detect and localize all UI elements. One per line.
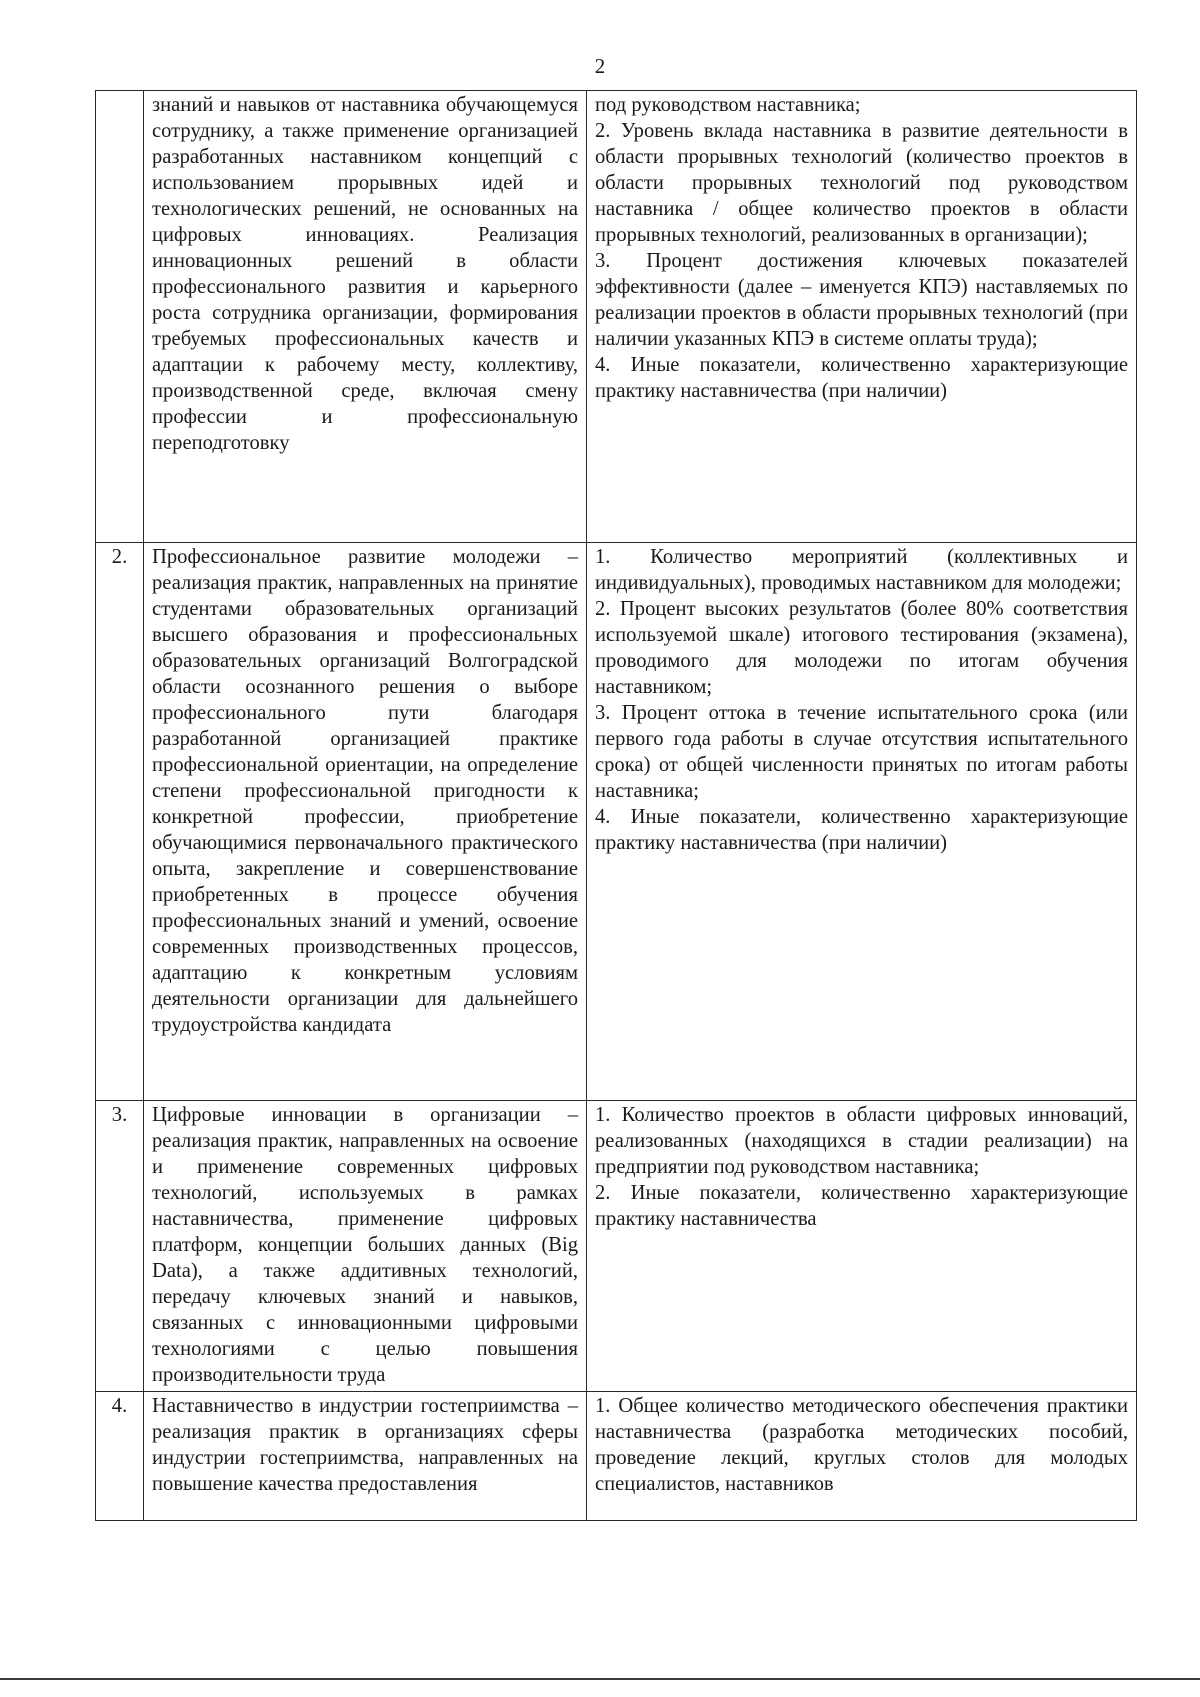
row-number: 3. xyxy=(96,1101,144,1392)
practice-indicators xyxy=(587,91,1137,543)
indicator-item: 3. Процент оттока в течение испытательного срока (или первого года работы в случае отсутствия испытательного срока) от общей численности принятых по итогам работы наставника; xyxy=(595,702,1128,802)
indicator-item: 3. Процент достижения ключевых показателей эффективности (далее – именуется КПЭ) наставляемых по реализации проектов в области прорывных технологий (при наличии указанных КПЭ в системе оплаты труда); xyxy=(595,250,1128,350)
indicator-item: 2. Иные показатели, количественно характеризующие практику наставничества xyxy=(595,1182,1128,1230)
indicator-item: 2. Процент высоких результатов (более 80% соответствия используемой шкале) итогового тестирования (экзамена), проводимого для молодежи по итогам обучения наставником; xyxy=(595,598,1128,698)
table-row xyxy=(96,1101,1137,1392)
indicator-item: 2. Уровень вклада наставника в развитие деятельности в области прорывных технологий (количество проектов в области прорывных технологий под руководством наставника / общее количество проектов в области прорывных технологий, реализованных в организации); xyxy=(595,120,1128,246)
practice-description: Цифровые инновации в организации – реализация практик, направленных на освоение и применение современных цифровых технологий, используемых в рамках наставничества, применение цифровых платформ, концепции больших данных (Big Data), а также аддитивных технологий, передачу ключевых знаний и навыков, связанных с инновационными цифровыми технологиями с целью повышения производительности труда xyxy=(144,1101,587,1392)
table-row xyxy=(96,543,1137,1101)
indicator-item: 4. Иные показатели, количественно характеризующие практику наставничества (при наличии) xyxy=(595,354,1128,402)
indicator-item: 1. Количество мероприятий (коллективных и индивидуальных), проводимых наставником для молодежи; xyxy=(595,546,1128,594)
row-number: 4. xyxy=(96,1392,144,1521)
practice-description: знаний и навыков от наставника обучающемуся сотруднику, а также применение организацией разработанных наставником концепций с использованием прорывных идей и технологических решений, не основанных на цифровых инновациях. Реализация инновационных решений в области профессионального развития и карьерного роста сотрудника организации, формирования требуемых профессиональных качеств и адаптации к рабочему месту, коллективу, производственной среде, включая смену профессии и профессиональную переподготовку xyxy=(144,91,587,543)
practices-table xyxy=(95,90,1137,1521)
indicator-item: 4. Иные показатели, количественно характеризующие практику наставничества (при наличии) xyxy=(595,806,1128,854)
row-number xyxy=(96,91,144,543)
row-number: 2. xyxy=(96,543,144,1101)
page-bottom-rule xyxy=(0,1678,1200,1680)
practice-indicators xyxy=(587,543,1137,1101)
indicator-item: 1. Общее количество методического обеспечения практики наставничества (разработка методических пособий, проведение лекций, круглых столов для молодых специалистов, наставников xyxy=(595,1395,1128,1495)
indicator-item: 1. Количество проектов в области цифровых инноваций, реализованных (находящихся в стадии реализации) на предприятии под руководством наставника; xyxy=(595,1104,1128,1178)
practice-description: Наставничество в индустрии гостеприимства – реализация практик в организациях сферы индустрии гостеприимства, направленных на повышение качества предоставления xyxy=(144,1392,587,1521)
practice-indicators xyxy=(587,1101,1137,1392)
table-row xyxy=(96,1392,1137,1521)
practice-description: Профессиональное развитие молодежи – реализация практик, направленных на принятие студентами образовательных организаций высшего образования и профессиональных образовательных организаций Волгоградской области осознанного решения о выборе профессионального пути благодаря разработанной организацией практике профессиональной ориентации, на определение степени профессиональной пригодности к конкретной профессии, приобретение обучающимися первоначального практического опыта, закрепление и совершенствование приобретенных в процессе обучения профессиональных знаний и умений, освоение современных производственных процессов, адаптацию к конкретным условиям деятельности организации для дальнейшего трудоустройства кандидата xyxy=(144,543,587,1101)
table-row xyxy=(96,91,1137,543)
indicator-item: под руководством наставника; xyxy=(595,94,861,116)
page-number: 2 xyxy=(594,54,606,78)
practice-indicators xyxy=(587,1392,1137,1521)
